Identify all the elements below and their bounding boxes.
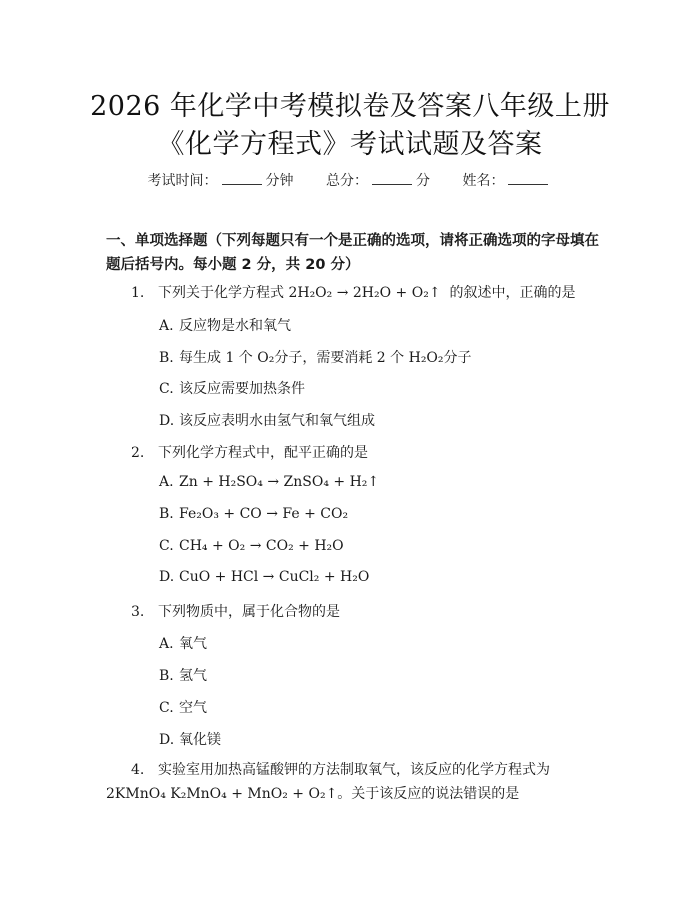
option-3a[interactable] (159, 633, 207, 653)
option-letter: D. (159, 732, 175, 748)
question-2 (131, 442, 368, 462)
page-title: 2026 年化学中考模拟卷及答案八年级上册 (90, 91, 610, 122)
time-blank[interactable] (222, 174, 262, 185)
option-letter: C. (159, 381, 174, 397)
option-2d[interactable] (159, 569, 369, 585)
question-text: 实验室用加热高锰酸钾的方法制取氧气，该反应的化学方程式为 2KMnO₄ K₂MnO₄ + MnO₂ + O₂↑。关于该反应的说法错误的是 (106, 762, 550, 802)
score-unit: 分 (416, 173, 430, 189)
option-letter: C. (159, 538, 174, 554)
option-text: 该反应需要加热条件 (179, 381, 305, 397)
page-subtitle: 《化学方程式》考试试题及答案 (157, 129, 543, 160)
option-letter: A. (159, 474, 174, 490)
time-unit: 分钟 (265, 173, 294, 189)
option-text: CH₄ + O₂ → CO₂ + H₂O (179, 538, 344, 554)
option-2b[interactable] (159, 506, 348, 522)
option-letter: B. (159, 506, 174, 522)
total-score-field (326, 170, 430, 190)
option-text: 空气 (179, 700, 207, 716)
option-text: Fe₂O₃ + CO → Fe + CO₂ (179, 506, 349, 522)
option-text: 氢气 (179, 668, 207, 684)
option-3b[interactable] (159, 665, 207, 685)
score-blank[interactable] (372, 174, 412, 185)
option-text: 该反应表明水由氢气和氧气组成 (179, 413, 375, 429)
question-text: 下列物质中，属于化合物的是 (158, 604, 340, 620)
option-letter: C. (159, 700, 174, 716)
option-letter: B. (159, 668, 174, 684)
question-number: 3. (131, 604, 145, 620)
question-number: 2. (131, 445, 145, 461)
option-letter: D. (159, 569, 175, 585)
question-number: 4. (131, 762, 145, 778)
question-number: 1. (131, 285, 145, 301)
option-1d[interactable] (159, 410, 375, 430)
option-1b[interactable] (159, 347, 472, 367)
name-label: 姓名： (462, 173, 505, 189)
option-1c[interactable] (159, 378, 305, 398)
option-1a[interactable] (159, 315, 291, 335)
section-heading: 一、单项选择题（下列每题只有一个是正确的选项，请将正确选项的字母填在题后括号内。每小题 2 分，共 20 分） (106, 233, 599, 273)
score-label: 总分： (326, 173, 368, 189)
option-text: 反应物是水和氧气 (179, 318, 291, 334)
time-label: 考试时间： (147, 173, 218, 189)
option-3c[interactable] (159, 697, 207, 717)
option-2a[interactable] (159, 474, 379, 490)
question-3 (131, 601, 340, 621)
question-text: 下列关于化学方程式 2H₂O₂ → 2H₂O + O₂↑ 的叙述中，正确的是 (158, 285, 576, 301)
option-text: 每生成 1 个 O₂分子，需要消耗 2 个 H₂O₂分子 (179, 350, 472, 366)
option-letter: D. (159, 413, 175, 429)
option-2c[interactable] (159, 538, 344, 554)
option-text: CuO + HCl → CuCl₂ + H₂O (179, 569, 370, 585)
option-text: 氧气 (179, 636, 207, 652)
name-blank[interactable] (508, 174, 548, 185)
exam-time-field (148, 170, 294, 190)
equation: 2H₂O₂ → 2H₂O + O₂↑ (288, 285, 441, 301)
option-text: Zn + H₂SO₄ → ZnSO₄ + H₂↑ (179, 474, 380, 490)
question-4 (106, 758, 598, 806)
option-letter: A. (159, 318, 174, 334)
option-text: 氧化镁 (179, 732, 221, 748)
question-text: 下列化学方程式中，配平正确的是 (158, 445, 368, 461)
option-3d[interactable] (159, 729, 221, 749)
option-letter: B. (159, 350, 174, 366)
question-text-tail: 的叙述中，正确的是 (449, 285, 576, 301)
option-letter: A. (159, 636, 174, 652)
question-1 (131, 282, 575, 302)
exam-meta-line (0, 170, 700, 190)
name-field (462, 170, 552, 190)
